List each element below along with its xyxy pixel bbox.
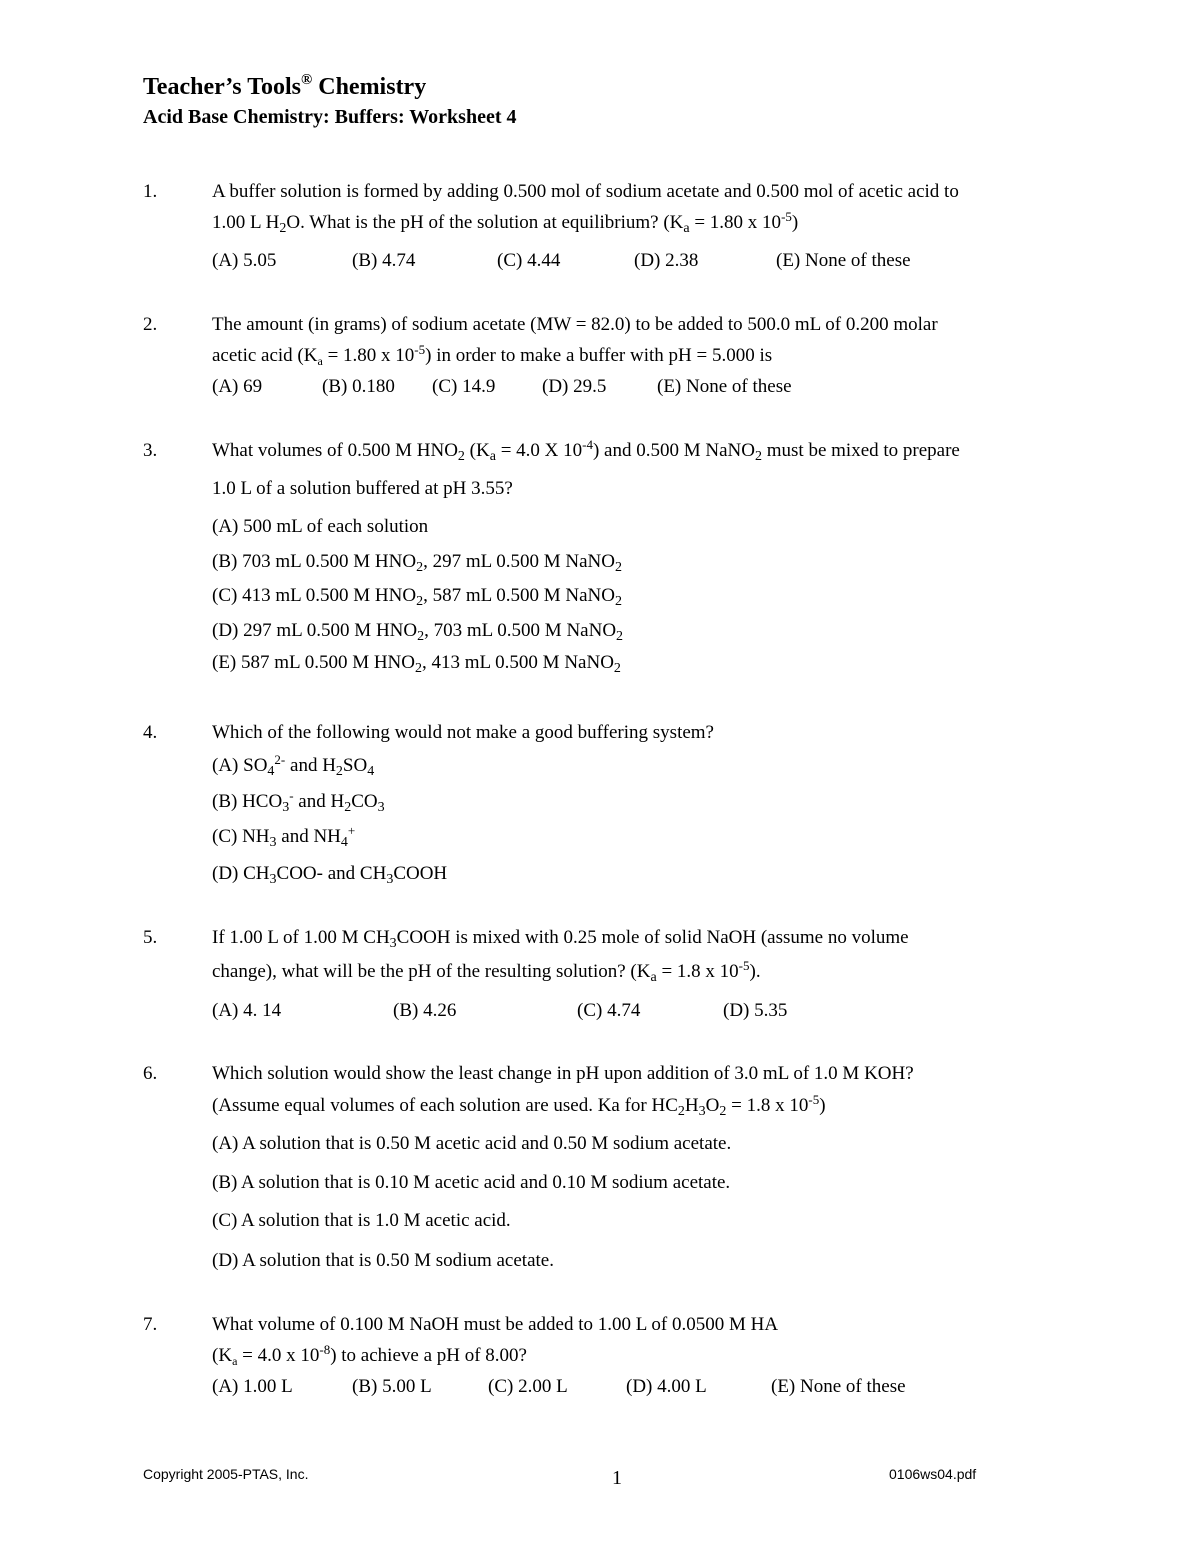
question-text: (Assume equal volumes of each solution are used. Ka for $HC_2H_3O_2 = 1.8$ x $10^{-5}$) (212, 1092, 826, 1119)
page-number: 1 (612, 1467, 622, 1489)
question-number: 1. (143, 181, 158, 202)
question-number: 6. (143, 1063, 158, 1084)
answer-option-d: (D) 297 mL 0.500 M $HNO_2$, 703 mL 0.500 M NaNO$_2$ (212, 620, 624, 644)
worksheet-title: Teacher’s Tools® Chemistry (143, 72, 427, 100)
answer-option-c: (C) 2.00 L (488, 1376, 568, 1397)
question-number: 2. (143, 314, 158, 335)
answer-option-b: (B) 0.180 (322, 376, 395, 397)
copyright-text: Copyright 2005-PTAS, Inc. (143, 1466, 309, 1482)
answer-option-c: (C) 413 mL 0.500 M $HNO_2$, 587 mL 0.500 M NaNO$_2$ (212, 585, 622, 609)
question-text: Which of the following would not make a good buffering system? (212, 722, 714, 743)
answer-option-d: (D) A solution that is 0.50 M sodium acetate. (212, 1250, 554, 1271)
answer-option-b: (B) A solution that is 0.10 M acetic acid and 0.10 M sodium acetate. (212, 1172, 731, 1193)
answer-option-a: (A) 5.05 (212, 250, 277, 271)
question-number: 5. (143, 927, 158, 948)
answer-option-a: (A) 500 mL of each solution (212, 516, 429, 537)
answer-option-b: (B) 4.26 (393, 1000, 457, 1021)
answer-option-b: (B) 5.00 L (352, 1376, 432, 1397)
answer-option-e: (E) None of these (771, 1376, 906, 1397)
answer-option-b: (B) $HCO_3^-$ and $H_2CO_3$ (212, 788, 385, 815)
question-text: 1.00 L $H_2O$. What is the pH of the solution at equilibrium? ($K_a = 1.80$ x $10^{-5}$) (212, 209, 799, 236)
answer-option-a: (A) 1.00 L (212, 1376, 293, 1397)
question-text: Which solution would show the least change in pH upon addition of 3.0 mL of 1.0 M KOH? (212, 1063, 914, 1084)
answer-option-e: (E) 587 mL 0.500 M $HNO_2$, 413 mL 0.500 M NaNO$_2$ (212, 652, 621, 676)
answer-option-d: (D) 2.38 (634, 250, 699, 271)
answer-option-c: (C) $NH_3$ and $NH_4^+$ (212, 823, 356, 850)
question-text: The amount (in grams) of sodium acetate (MW = 82.0) to be added to 500.0 mL of 0.200 molar (212, 314, 938, 335)
answer-option-c: (C) A solution that is 1.0 M acetic acid. (212, 1210, 511, 1231)
answer-option-d: (D) 4.00 L (626, 1376, 707, 1397)
answer-option-d: (D) 5.35 (723, 1000, 788, 1021)
question-text: change), what will be the pH of the resulting solution? ($K_a = 1.8$ x $10^{-5}$). (212, 958, 761, 985)
answer-option-e: (E) None of these (657, 376, 792, 397)
question-text: 1.0 L of a solution buffered at pH 3.55? (212, 478, 513, 499)
question-number: 4. (143, 722, 158, 743)
question-number: 7. (143, 1314, 158, 1335)
question-text: What volume of 0.100 M NaOH must be added to 1.00 L of 0.0500 M HA (212, 1314, 779, 1335)
answer-option-d: (D) $CH_3COO-$ and $CH_3COOH$ (212, 863, 448, 887)
answer-option-a: (A) 4. 14 (212, 1000, 282, 1021)
question-text: What volumes of 0.500 M $HNO_2$ ($K_a = 4.0$ X $10^{-4}$) and 0.500 M NaNO$_2$ must be mixed to prepare (212, 437, 960, 464)
answer-option-b: (B) 703 mL 0.500 M $HNO_2$, 297 mL 0.500 M NaNO$_2$ (212, 551, 622, 575)
answer-option-a: (A) A solution that is 0.50 M acetic acid and 0.50 M sodium acetate. (212, 1133, 732, 1154)
question-text: A buffer solution is formed by adding 0.500 mol of sodium acetate and 0.500 mol of acetic acid to (212, 181, 959, 202)
question-text: ($K_a = 4.0$ x $10^{-8}$) to achieve a pH of 8.00? (212, 1342, 527, 1368)
answer-option-a: (A) $SO_4^{2-}$ and $H_2SO_4$ (212, 752, 375, 779)
question-text: acetic acid ($K_a = 1.80$ x $10^{-5}$) in order to make a buffer with pH = 5.000 is (212, 342, 773, 368)
worksheet-subtitle: Acid Base Chemistry: Buffers: Worksheet 4 (143, 106, 517, 128)
answer-option-d: (D) 29.5 (542, 376, 607, 397)
answer-option-e: (E) None of these (776, 250, 911, 271)
file-name: 0106ws04.pdf (889, 1466, 977, 1482)
answer-option-c: (C) 4.44 (497, 250, 561, 271)
question-text: If 1.00 L of 1.00 M $CH_3COOH$ is mixed with 0.25 mole of solid NaOH (assume no volume (212, 927, 909, 951)
question-number: 3. (143, 440, 158, 461)
answer-option-c: (C) 4.74 (577, 1000, 641, 1021)
answer-option-b: (B) 4.74 (352, 250, 416, 271)
answer-option-a: (A) 69 (212, 376, 263, 397)
answer-option-c: (C) 14.9 (432, 376, 496, 397)
